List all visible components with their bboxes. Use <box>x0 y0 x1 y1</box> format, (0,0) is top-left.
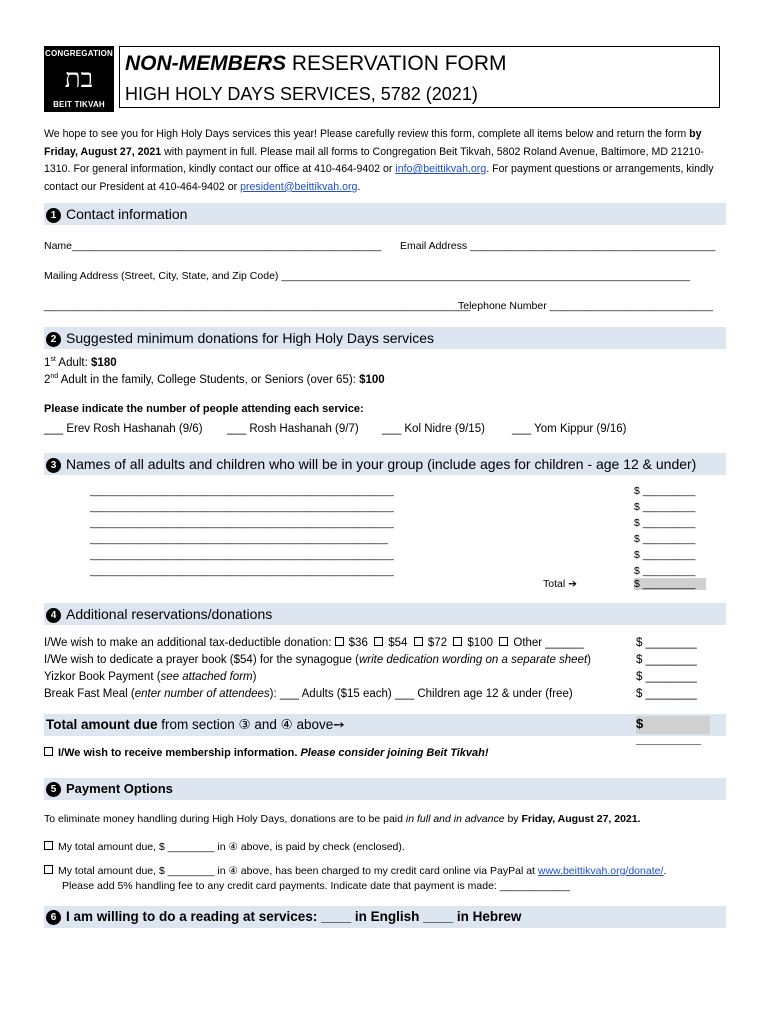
congregation-logo <box>44 46 114 112</box>
intro-paragraph: We hope to see you for High Holy Days services this year! Please carefully review this form, complete all items below and return the form by Friday, August 27, 2021 with payment in full. Please mail all forms to Congregation Beit Tikvah, 5802 Roland Avenue, Baltimore, MD 21210-1310. For general information, kindly contact our office at 410-464-9402 or info@beittikvah.org. For payment questions or arrangements, kindly contact our President at 410-464-9402 or president@beittikvah.org. <box>44 128 714 193</box>
section2-header <box>44 327 726 349</box>
prayer-book-row: I/We wish to dedicate a prayer book ($54) for the synagogue (write dedication wording on a separate sheet) <box>44 654 592 666</box>
logo-top-text: CONGREGATION <box>44 49 114 58</box>
group-member-line[interactable]: ____________________________________________________ <box>90 565 394 577</box>
payment-intro: To eliminate money handling during High Holy Days, donations are to be paid in full and in advance by Friday, August 27, 2021. <box>44 813 641 825</box>
group-member-line[interactable]: ____________________________________________________ <box>90 549 394 561</box>
section6-header <box>44 906 726 928</box>
email-field[interactable]: Email Address __________________________________________ <box>400 240 716 252</box>
section1-title: Contact information <box>66 206 188 222</box>
donation-other-checkbox[interactable] <box>499 637 508 646</box>
donation-72-checkbox[interactable] <box>414 637 423 646</box>
donation-100-checkbox[interactable] <box>453 637 462 646</box>
section2-title: Suggested minimum donations for High Holy Days services <box>66 330 435 346</box>
logo-mark: בת <box>64 64 94 94</box>
form-title: NON-MEMBERS RESERVATION FORM <box>125 52 507 75</box>
break-fast-amount-field[interactable]: $ ________ <box>636 688 697 700</box>
section6-number: 6 <box>46 910 61 925</box>
address-line-2-field[interactable]: _________________________________________________________________________ <box>44 300 471 312</box>
group-member-line[interactable]: ____________________________________________________ <box>90 501 394 513</box>
total-due-field[interactable]: $ _________ <box>636 716 710 734</box>
total-due-bar: Total amount due from section ③ and ④ above➙ $ _________ <box>44 714 726 736</box>
total-due-label: Total amount due <box>46 717 158 732</box>
mailing-address-field[interactable]: Mailing Address (Street, City, State, and Zip Code) ______________________________________________________________________ <box>44 270 691 282</box>
section4-title: Additional reservations/donations <box>66 606 273 622</box>
section4-header <box>44 603 726 625</box>
logo-bottom-text: BEIT TIKVAH <box>53 100 105 109</box>
service-erev-rosh-hashanah[interactable]: ___ Erev Rosh Hashanah (9/6) <box>44 423 203 435</box>
section3-header <box>44 453 726 475</box>
yizkor-row: Yizkor Book Payment (see attached form) <box>44 671 257 683</box>
name-field[interactable]: Name_____________________________________________________ <box>44 240 382 252</box>
section1-header <box>44 203 726 225</box>
first-adult-donation: 1st Adult: $180 <box>44 356 117 369</box>
group-total-field[interactable]: $ _________ <box>634 578 706 590</box>
yizkor-amount-field[interactable]: $ ________ <box>636 671 697 683</box>
service-kol-nidre[interactable]: ___ Kol Nidre (9/15) <box>382 423 485 435</box>
handling-fee-note: Please add 5% handling fee to any credit card payments. Indicate date that payment is made: ____________ <box>62 880 570 892</box>
section1-number: 1 <box>46 208 61 223</box>
section5-title: Payment Options <box>66 781 173 796</box>
second-adult-donation: 2nd Adult in the family, College Students, or Seniors (over 65): $100 <box>44 373 385 386</box>
section5-header <box>44 778 726 800</box>
group-amount-line[interactable]: $ _________ <box>634 501 696 513</box>
group-amount-line[interactable]: $ _________ <box>634 565 696 577</box>
group-amount-line[interactable]: $ _________ <box>634 517 696 529</box>
group-amount-line[interactable]: $ _________ <box>634 485 696 497</box>
prayer-book-amount-field[interactable]: $ ________ <box>636 654 697 666</box>
donation-amount-field[interactable]: $ ________ <box>636 637 697 649</box>
break-fast-row: Break Fast Meal (enter number of attendees): ___ Adults ($15 each) ___ Children age 12 & under (free) <box>44 688 573 700</box>
group-amount-line[interactable]: $ _________ <box>634 533 696 545</box>
donation-36-checkbox[interactable] <box>335 637 344 646</box>
section3-number: 3 <box>46 458 61 473</box>
membership-checkbox[interactable] <box>44 747 53 756</box>
attendance-prompt: Please indicate the number of people attending each service: <box>44 403 364 415</box>
card-payment-row: My total amount due, $ ________ in ④ above, has been charged to my credit card online via PayPal at www.beittikvah.org/donate/. <box>44 865 666 877</box>
section3-title: Names of all adults and children who will be in your group (include ages for children - age 12 & under) <box>66 456 697 472</box>
section4-number: 4 <box>46 608 61 623</box>
card-payment-checkbox[interactable] <box>44 865 53 874</box>
service-rosh-hashanah[interactable]: ___ Rosh Hashanah (9/7) <box>227 423 359 435</box>
total-label: Total ➔ <box>543 578 577 590</box>
group-member-line[interactable]: ____________________________________________________ <box>90 517 394 529</box>
president-email-link[interactable]: president@beittikvah.org <box>240 180 358 193</box>
group-amount-line[interactable]: $ _________ <box>634 549 696 561</box>
donation-row: I/We wish to make an additional tax-deductible donation: $36 $54 $72 $100 Other ______ <box>44 637 584 649</box>
service-yom-kippur[interactable]: ___ Yom Kippur (9/16) <box>512 423 627 435</box>
section2-number: 2 <box>46 332 61 347</box>
info-email-link[interactable]: info@beittikvah.org <box>395 163 487 176</box>
form-subtitle: HIGH HOLY DAYS SERVICES, 5782 (2021) <box>125 84 478 104</box>
section5-number: 5 <box>46 782 61 797</box>
check-payment-row: My total amount due, $ ________ in ④ above, is paid by check (enclosed). <box>44 841 405 853</box>
reading-volunteer-text[interactable]: I am willing to do a reading at services: ____ in English ____ in Hebrew <box>66 909 522 924</box>
check-payment-checkbox[interactable] <box>44 841 53 850</box>
donation-54-checkbox[interactable] <box>374 637 383 646</box>
telephone-field[interactable]: Telephone Number ____________________________ <box>458 300 714 312</box>
membership-row: I/We wish to receive membership information. Please consider joining Beit Tikvah! <box>44 747 489 759</box>
group-member-line[interactable]: ____________________________________________________ <box>90 485 394 497</box>
paypal-link[interactable]: www.beittikvah.org/donate/ <box>537 865 664 877</box>
group-member-line[interactable]: ___________________________________________________ <box>90 533 388 545</box>
